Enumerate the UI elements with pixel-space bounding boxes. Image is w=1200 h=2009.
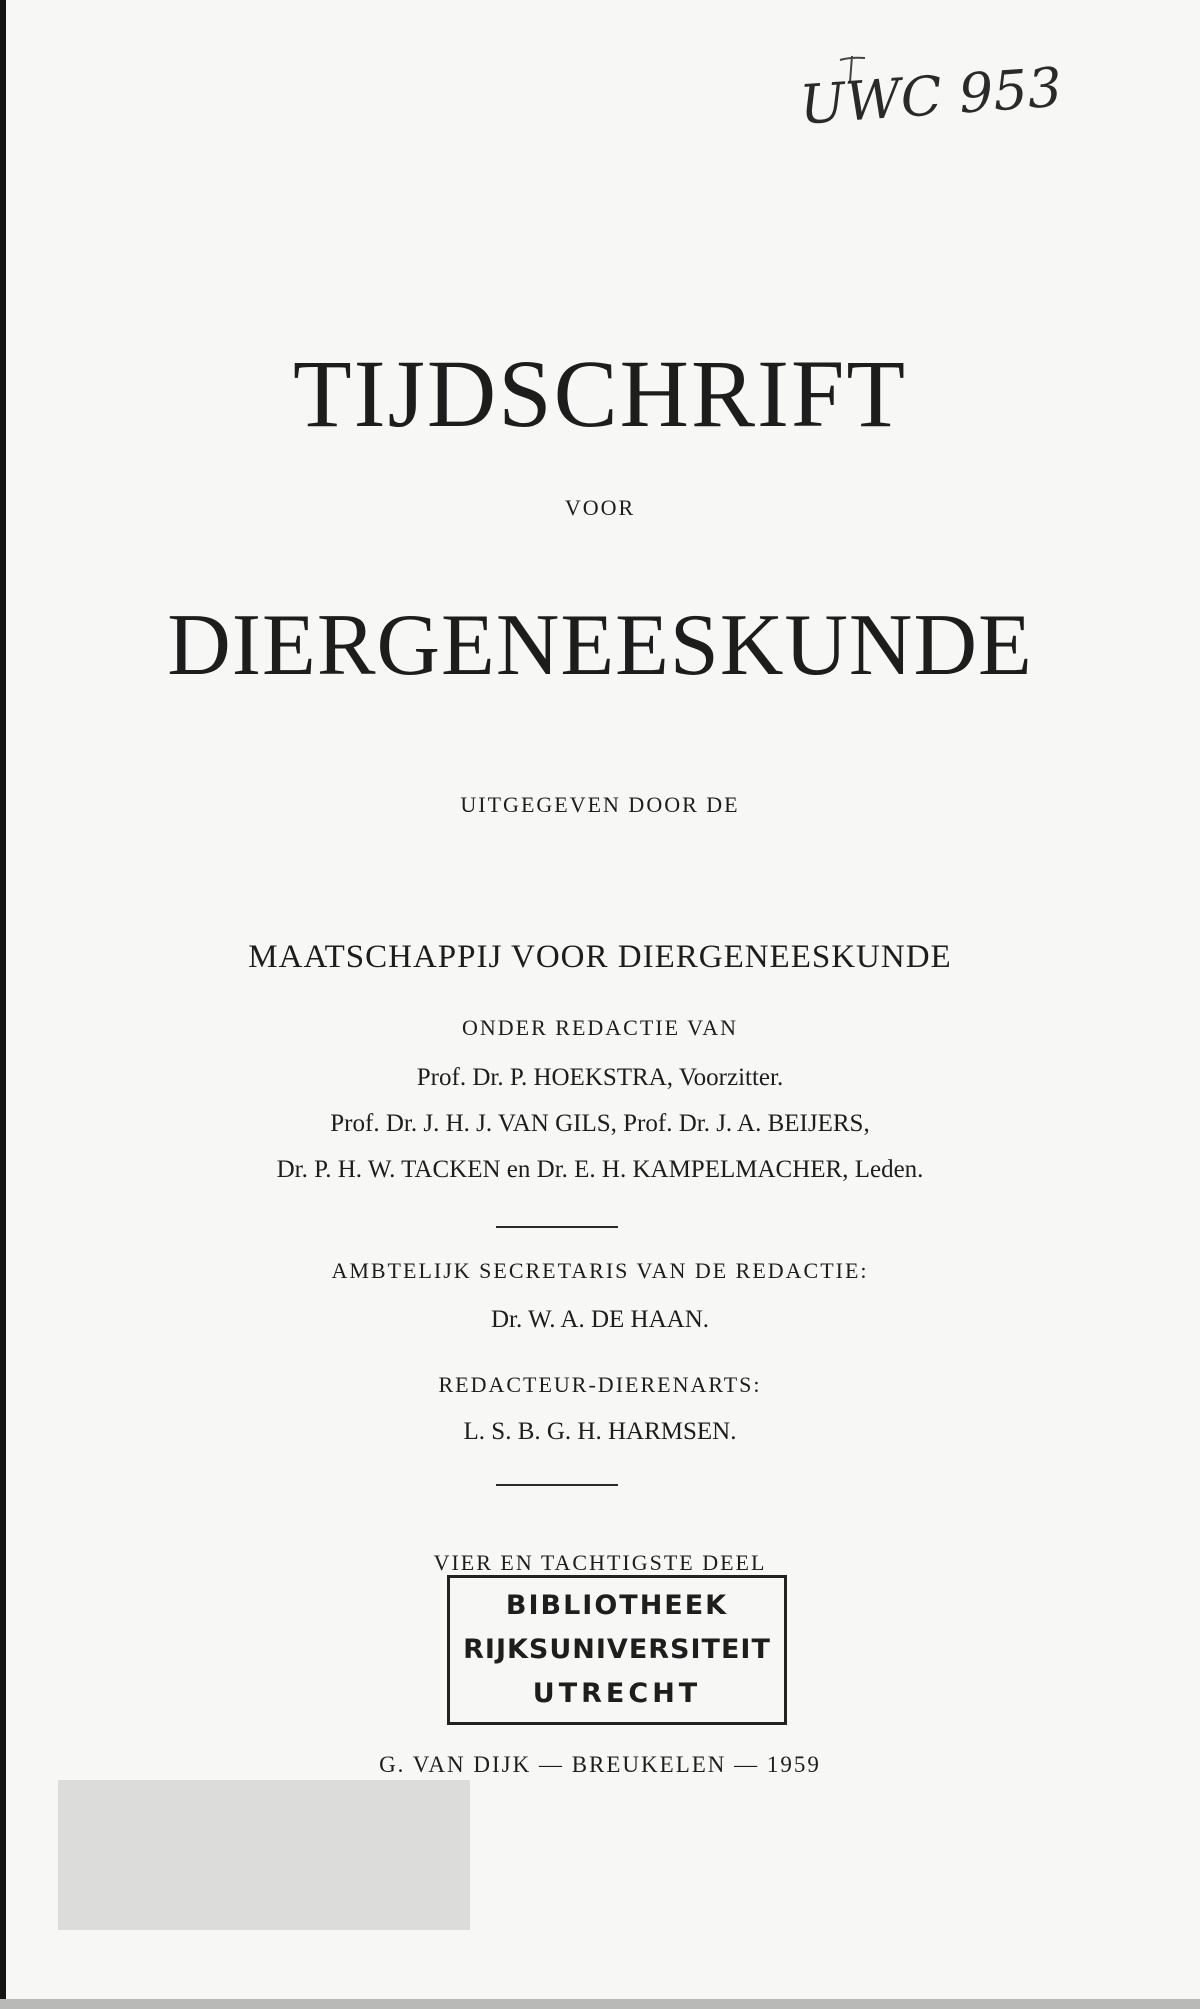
divider-2: [496, 1484, 618, 1486]
editorial-heading: ONDER REDACTIE VAN: [462, 1015, 738, 1040]
divider-1: [496, 1226, 618, 1228]
handwritten-call-number: [780, 52, 1100, 142]
society-name: MAATSCHAPPIJ VOOR DIERGENEESKUNDE: [248, 939, 952, 975]
editor-vet-name: L. S. B. G. H. HARMSEN.: [463, 1418, 737, 1445]
publisher-intro: UITGEGEVEN DOOR DE: [460, 792, 740, 817]
editorial-line-2: Prof. Dr. J. H. J. VAN GILS, Prof. Dr. J. A. BEIJERS,: [330, 1110, 870, 1137]
page-bottom-edge: [0, 1999, 1200, 2009]
svg-text:UWC 953: UWC 953: [797, 55, 1065, 137]
secretary-name: Dr. W. A. DE HAAN.: [490, 1306, 710, 1333]
label-residue: [58, 1780, 470, 1930]
volume-label: VIER EN TACHTIGSTE DEEL: [433, 1550, 767, 1575]
title-line-1: TIJDSCHRIFT: [292, 340, 908, 447]
editor-vet-heading: REDACTEUR-DIERENARTS:: [438, 1372, 762, 1397]
stamp-line-3: UTRECHT: [532, 1678, 702, 1709]
title-line-3: DIERGENEESKUNDE: [167, 597, 1033, 694]
page-edge-shadow: [0, 0, 6, 2009]
secretary-heading: AMBTELIJK SECRETARIS VAN DE REDACTIE:: [331, 1258, 869, 1283]
library-stamp: [447, 1575, 787, 1725]
stamp-line-2: RIJKSUNIVERSITEIT: [463, 1634, 771, 1665]
stamp-line-1: BIBLIOTHEEK: [505, 1590, 729, 1621]
title-line-2: VOOR: [564, 495, 636, 520]
imprint: G. VAN DIJK — BREUKELEN — 1959: [379, 1752, 821, 1777]
editorial-line-1: Prof. Dr. P. HOEKSTRA, Voorzitter.: [416, 1064, 784, 1091]
editorial-line-3: Dr. P. H. W. TACKEN en Dr. E. H. KAMPELMACHER, Leden.: [276, 1156, 924, 1183]
